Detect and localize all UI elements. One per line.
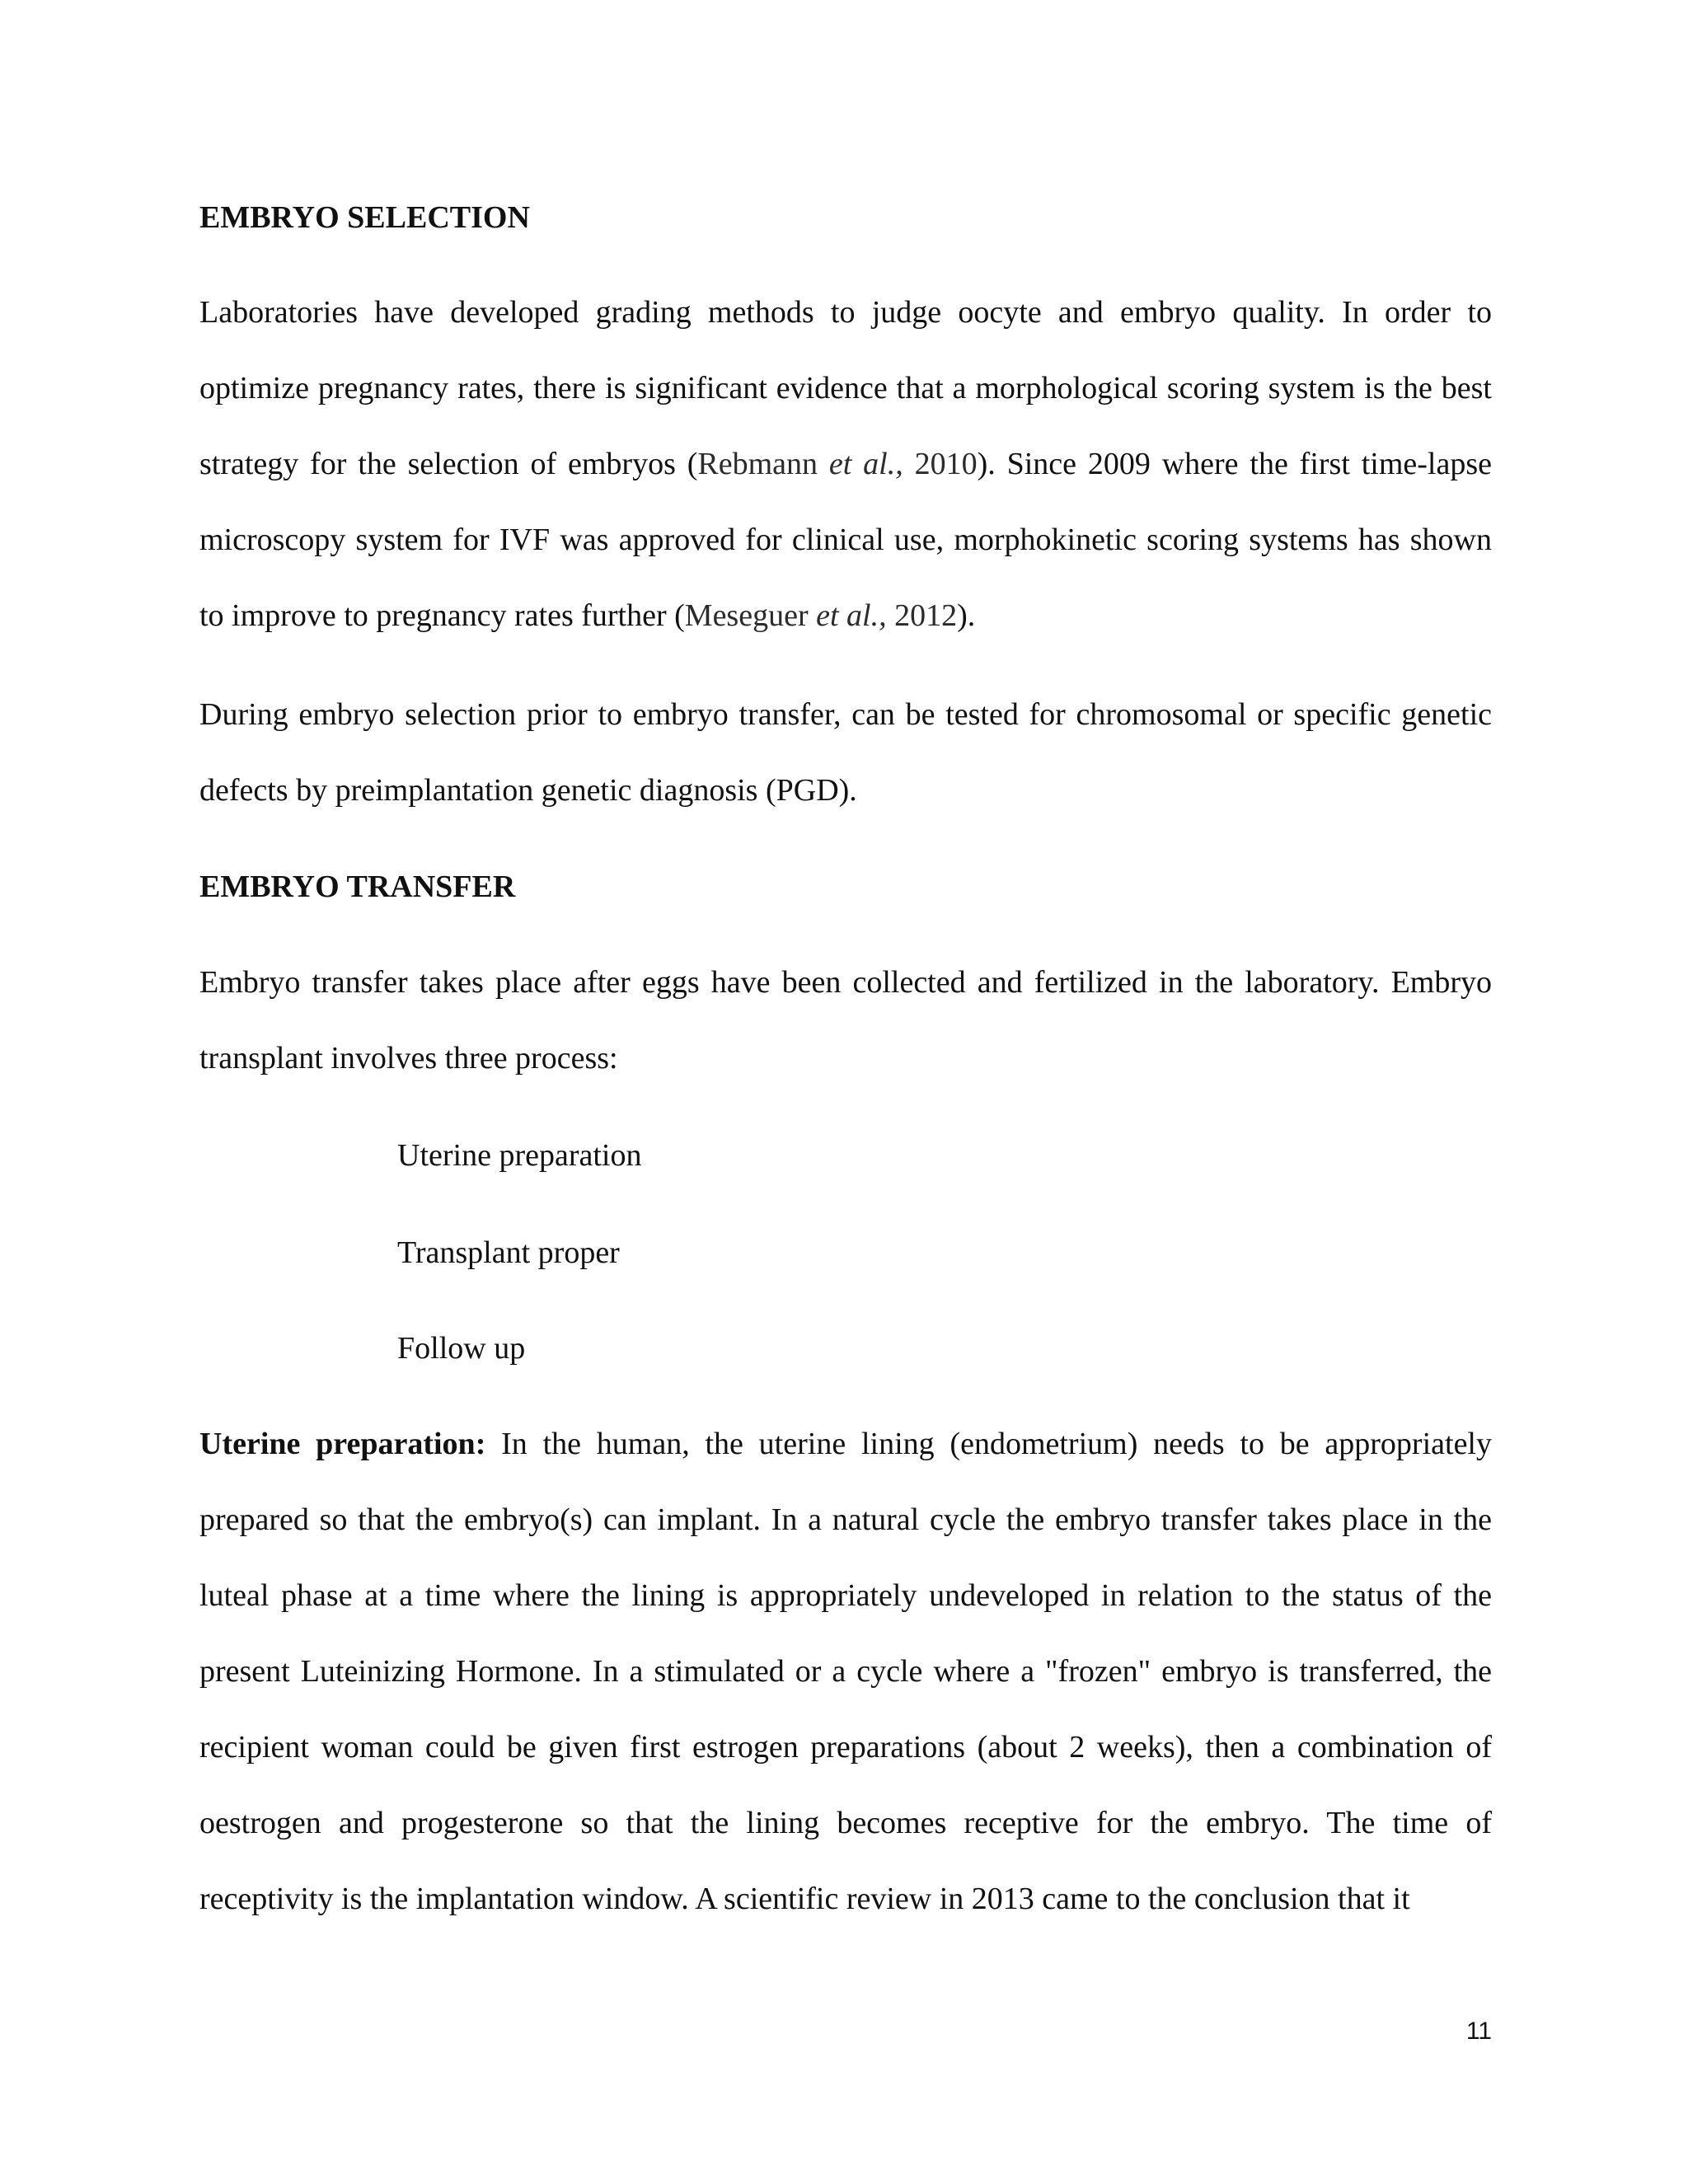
- citation-year: 2012: [886, 598, 958, 633]
- page-number: 11: [1465, 2018, 1492, 2045]
- list-item-follow-up: Follow up: [397, 1331, 526, 1366]
- paragraph-text: ).: [957, 598, 976, 633]
- paragraph-transfer-intro: Embryo transfer takes place after eggs have been collected and fertilized in the laboratory. Embryo transplant involves three process:: [199, 965, 1492, 1076]
- paragraph-label: Uterine preparation:: [199, 1427, 486, 1461]
- citation-etal: et al.,: [816, 598, 887, 633]
- paragraph-uterine-preparation: [199, 1406, 1492, 1937]
- section-heading-embryo-selection: EMBRYO SELECTION: [199, 200, 530, 235]
- citation-author: Rebmann: [697, 447, 829, 481]
- list-item-transplant-proper: Transplant proper: [397, 1235, 620, 1270]
- paragraph-pgd: During embryo selection prior to embryo transfer, can be tested for chromosomal or specific genetic defects by preimplantation genetic diagnosis (PGD).: [199, 697, 1492, 808]
- citation-author: Meseguer: [684, 598, 817, 633]
- paragraph-text: Laboratories have developed grading methods to judge oocyte and embryo quality. In order to optimize pregnancy rates, there is significant evidence that a morphological scoring system is the best strategy for the selection of embryos (: [199, 295, 1492, 481]
- citation-year: 2010: [903, 447, 978, 481]
- paragraph-text: In the human, the uterine lining (endometrium) needs to be appropriately prepared so that the embryo(s) can implant. In a natural cycle the embryo transfer takes place in the luteal phase at a time where the lining is appropriately undeveloped in relation to the status of the present Luteinizing Hormone. In a stimulated or a cycle where a "frozen" embryo is transferred, the recipient woman could be given first estrogen preparations (about 2 weeks), then a combination of oestrogen and progesterone so that the lining becomes receptive for the embryo. The time of receptivity is the implantation window. A scientific review in 2013 came to the conclusion that it: [199, 1427, 1492, 1916]
- paragraph-text: ). Since 2009 where the first time-lapse microscopy system for IVF was approved for clinical use, morphokinetic scoring systems has shown to improve to pregnancy rates further (: [199, 447, 1493, 633]
- citation-etal: et al.,: [828, 447, 903, 481]
- paragraph-grading-methods: [199, 274, 1492, 654]
- list-item-uterine-preparation: Uterine preparation: [397, 1138, 642, 1173]
- section-heading-embryo-transfer: EMBRYO TRANSFER: [199, 869, 516, 904]
